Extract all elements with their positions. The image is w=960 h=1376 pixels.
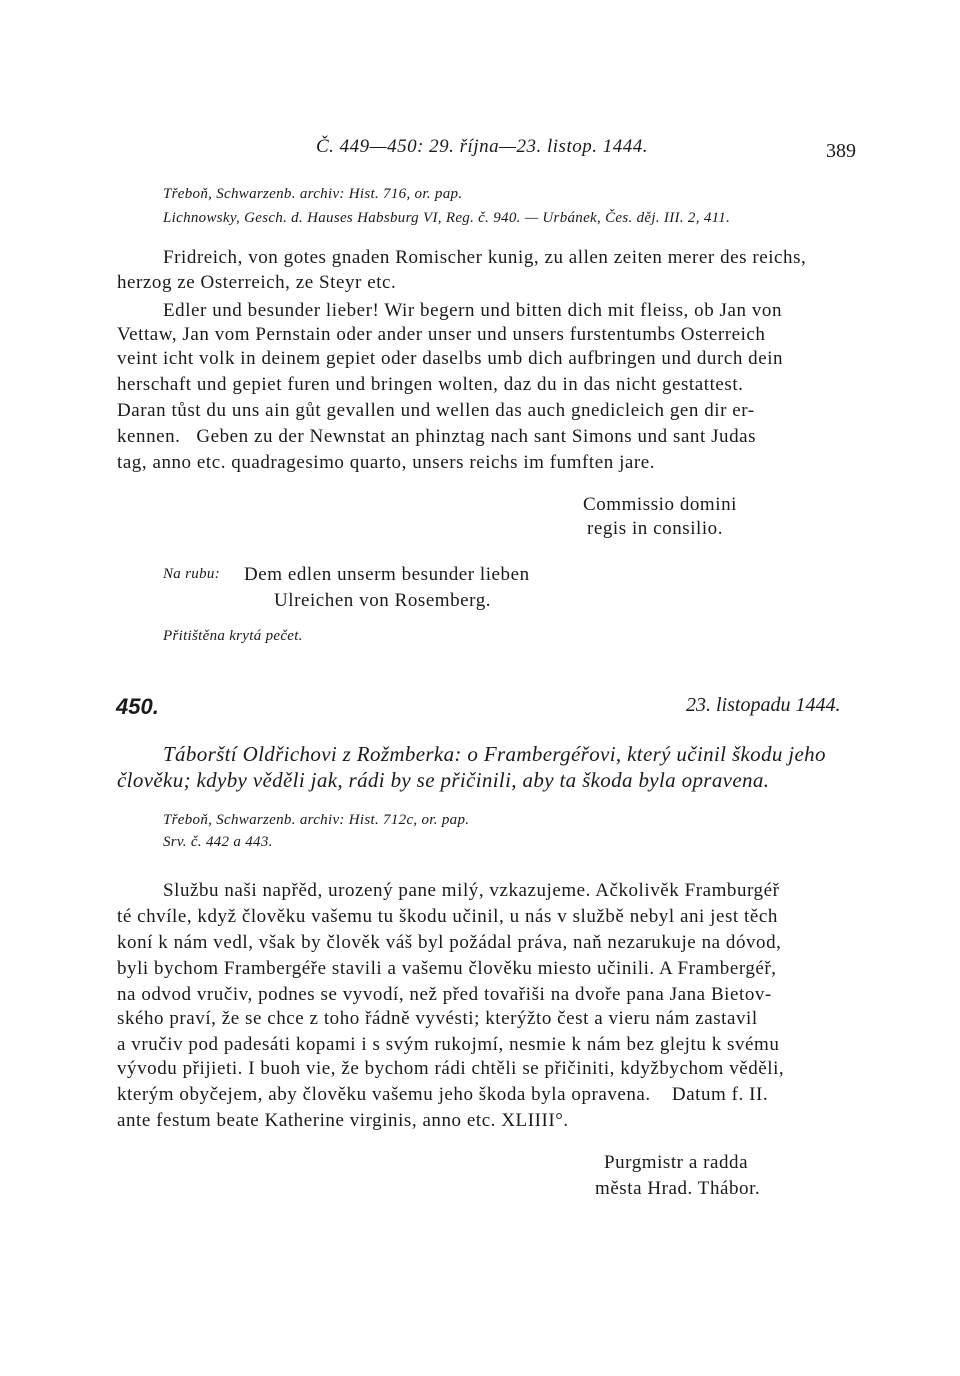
regest-line: člověku; kdyby věděli jak, rádi by se přičinili, aby ta škoda byla opravena. [117, 768, 770, 792]
text-line: a vručiv pod padesáti kopami i s svým rukojmí, nesmie k nám bez glejtu k svému [117, 1034, 780, 1055]
text-line: Edler und besunder lieber! Wir begern und bitten dich mit fleiss, ob Jan von [163, 300, 782, 321]
commissio-note: regis in consilio. [587, 518, 724, 539]
source-citation: Lichnowsky, Gesch. d. Hauses Habsburg VI, Reg. č. 940. — Urbánek, Čes. děj. III. 2, 411. [163, 210, 731, 226]
text-line: kennen. Geben zu der Newnstat an phinztag nach sant Simons und sant Judas [117, 426, 757, 447]
source-citation: Třeboň, Schwarzenb. archiv: Hist. 712c, or. pap. [163, 812, 470, 828]
source-citation: Třeboň, Schwarzenb. archiv: Hist. 716, or. pap. [163, 186, 463, 202]
source-citation: Srv. č. 442 a 443. [163, 834, 273, 850]
address-label: Na rubu: [163, 566, 220, 582]
page-number: 389 [826, 140, 856, 162]
text-line: Službu naši napřěd, urozený pane milý, vzkazujeme. Ačkolivěk Framburgéř [163, 880, 780, 901]
text-line: vývodu přijieti. I buoh vie, že bychom rádi chtěli se přičiniti, kdyžbychom věděli, [117, 1058, 785, 1079]
text-line: té chvíle, když člověku vašemu tu škodu učinil, u nás v službě nebyl ani jest těch [117, 906, 778, 927]
text-line: veint icht volk in deinem gepiet oder daselbs umb dich aufbringen und durch dein [117, 348, 784, 369]
address-line: Ulreichen von Rosemberg. [274, 590, 492, 611]
text-line: byli bychom Frambergéře stavili a vašemu člověku miesto učinili. A Frambergéř, [117, 958, 777, 979]
text-line: herschaft und gepiet furen und bringen wolten, daz du in das nicht gestattest. [117, 374, 744, 395]
address-line: Dem edlen unserm besunder lieben [244, 564, 530, 585]
text-line: Fridreich, von gotes gnaden Romischer kunig, zu allen zeiten merer des reichs, [163, 247, 807, 268]
document-number: 450. [116, 694, 159, 719]
text-line: Vettaw, Jan vom Pernstain oder ander unser und unsers furstentumbs Osterreich [117, 324, 766, 345]
text-line: koní k nám vedl, však by člověk váš byl požádal práva, naň nezarukuje na dóvod, [117, 932, 782, 953]
document-date: 23. listopadu 1444. [686, 694, 841, 716]
signature-line: Purgmistr a radda [604, 1152, 749, 1173]
text-line: ského praví, že se chce z toho řádně vyvésti; kterýžto čest a vieru nám zastavil [117, 1008, 758, 1029]
text-line: kterým obyčejem, aby člověku vašemu jeho škoda byla opravena. Datum f. II. [117, 1084, 769, 1105]
running-header: Č. 449—450: 29. října—23. listop. 1444. [316, 136, 648, 157]
signature-line: města Hrad. Thábor. [595, 1178, 761, 1199]
regest-line: Táborští Oldřichovi z Rožmberka: o Frambergéřovi, který učinil škodu jeho [163, 742, 826, 766]
commissio-note: Commissio domini [583, 494, 737, 515]
text-line: Daran tůst du uns ain gůt gevallen und wellen das auch gnedicleich gen dir er- [117, 400, 755, 421]
text-line: ante festum beate Katherine virginis, anno etc. XLIIII°. [117, 1110, 569, 1131]
text-line: herzog ze Osterreich, ze Steyr etc. [117, 272, 397, 293]
text-line: na odvod vručiv, podnes se vyvodí, než před tovařiši na dvoře pana Jana Bietov- [117, 984, 772, 1005]
seal-note: Přitištěna krytá pečet. [163, 628, 303, 644]
text-line: tag, anno etc. quadragesimo quarto, unsers reichs im fumften jare. [117, 452, 656, 473]
